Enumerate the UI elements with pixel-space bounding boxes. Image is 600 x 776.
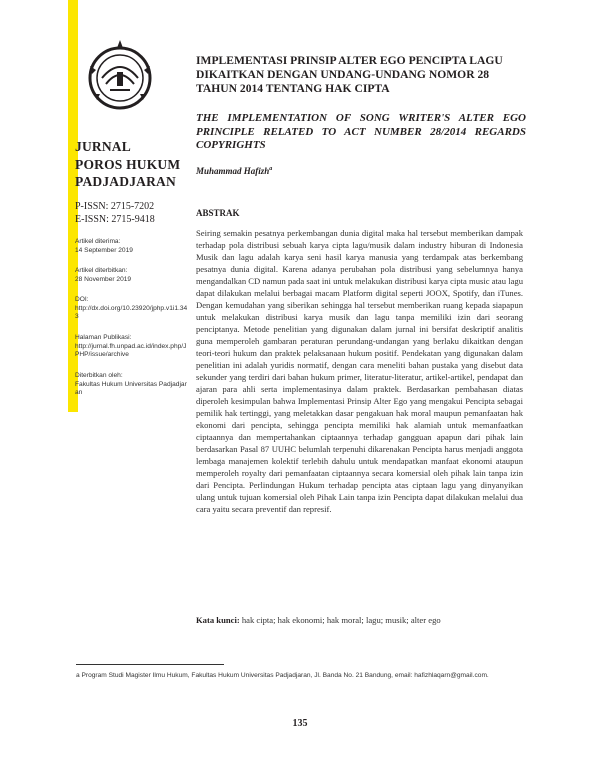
footnote-divider	[76, 664, 224, 665]
meta-label: DOI:	[75, 296, 89, 303]
meta-value: 14 September 2019	[75, 246, 133, 254]
page-number: 135	[292, 718, 308, 729]
author	[196, 166, 272, 176]
keywords	[196, 614, 526, 626]
author-footnote-mark: a	[269, 166, 273, 172]
date-received	[75, 238, 189, 255]
date-published	[75, 267, 189, 284]
publication-page-link[interactable]: http://jurnal.fh.unpad.ac.id/index.php/JPHP/issue/archive	[75, 342, 187, 359]
author-footnote: a Program Studi Magister Ilmu Hukum, Fakultas Hukum Universitas Padjadjaran, Jl. Banda No. 21 Bandung, email: hafizhlaqarn@gmail.com.	[76, 672, 489, 679]
article-title-english: THE IMPLEMENTATION OF SONG WRITER'S ALTER EGO PRINCIPLE RELATED TO ACT NUMBER 28/2014 REGARDS COPYRIGHTS	[196, 112, 526, 151]
journal-name	[75, 138, 180, 191]
university-emblem-icon	[80, 36, 160, 116]
meta-label: Halaman Publikasi:	[75, 334, 132, 341]
keywords-label: Kata kunci:	[196, 615, 240, 625]
abstract-heading: ABSTRAK	[196, 208, 240, 218]
meta-label: Artikel diterbitkan:	[75, 267, 128, 274]
meta-value: 28 November 2019	[75, 275, 132, 283]
author-name: Muhammad Hafizh	[196, 166, 270, 176]
abstract-body: Seiring semakin pesatnya perkembangan dunia digital maka hal tersebut memberikan dampak terhadap pola distribusi sebuah karya cipta lagu/musik dalam industry hiburan di Indonesia Musik dan lagu adalah karya seni hasil karya manusia yang terdampak atas berkembang pesatnya dunia digital. Karena adanya perubahan pola distribusi yang sebelumnya hanya mengandalkan CD namun pada saat ini untuk melakukan distribusi karya cipta music atau lagu dapat dilakukan melalui berbagai macam Platform digital seperti JOOX, Spotify, dan iTunes. Dengan kemudahan yang siberikan sehingga hal tersebut memberikan ruang kepada siapapun untuk melakukan distribusi karya musik dan lagu tanpa memiliki izin dari seorang penciptanya. Metode penelitian yang digunakan dalam jurnal ini bersifat deskriptif analitis guna memperoleh gambaran peraturan perundang-undangan yang berlaku dikaitkan dengan teori-teori hukum dan praktek pelaksanaan hukum positif. Pendekatan yang digunakan dalam penelitian ini adalah yuridis normatif, dengan cara meneliti bahan pustaka yang disebut data sekunder yang terdiri dari bahan hukum primer, literatur-literatur, artikel-artikel, pendapat dan ajaran para ahli serta implementasinya dalam praktek. Berdasarkan pembahasan diatas diperoleh kesimpulan bahwa Implementasi Prinsip Alter Ego yang mengakui Pencipta sebagai pemilik hak tertinggi, yang meletakkan dasar pengakuan hak moral maupun pemanfaatan hak ekonomi dari pencipta, sehingga pencipta memiliki hak alamiah untuk memanfaatkan ciptaannya dan mempertahankan ciptaannya terhadap gangguan apapun dari pihak lain berdasarkan Pasal 87 UUHC belumlah terpenuhi dikarenakan Pencipta harus menjadi anggota lembaga manajemen kolektif terlebih dahulu untuk mendapatkan manfaat ekonomi ataupun memperoleh royalty dari pemanfaatan ciptaannya secara komersial oleh pihak lain tanpa izin dari Pencipta. Perlindungan Hukum terhadap pencipta atas ciptaan lagu yang dinyanyikan ulang untuk tujuan komersial oleh Pihak Lain tanpa izin Pencipta dapat dilakukan melalui dua cara yaitu secara preventif dan represif.	[196, 228, 523, 514]
issn-block	[75, 200, 155, 226]
publisher	[75, 372, 189, 398]
keywords-list: hak cipta; hak ekonomi; hak moral; lagu; musik; alter ego	[241, 615, 441, 625]
doi	[75, 296, 189, 322]
article-title-indonesian: IMPLEMENTASI PRINSIP ALTER EGO PENCIPTA LAGU DIKAITKAN DENGAN UNDANG-UNDANG NOMOR 28 TAHUN 2014 TENTANG HAK CIPTA	[196, 54, 503, 95]
print-issn: P-ISSN: 2715-7202	[75, 201, 155, 212]
electronic-issn: E-ISSN: 2715-9418	[75, 214, 155, 225]
journal-name-line: POROS HUKUM	[75, 156, 181, 172]
meta-label: Diterbitkan oleh:	[75, 372, 123, 379]
meta-value: Fakultas Hukum Universitas Padjadjaran	[75, 380, 187, 397]
doi-link[interactable]: http://dx.doi.org/10.23920/jphp.v1i1.343	[75, 304, 188, 321]
publication-page	[75, 334, 189, 360]
journal-name-line: JURNAL	[75, 139, 131, 154]
meta-label: Artikel diterima:	[75, 238, 121, 245]
journal-name-line: PADJADJARAN	[75, 174, 176, 189]
